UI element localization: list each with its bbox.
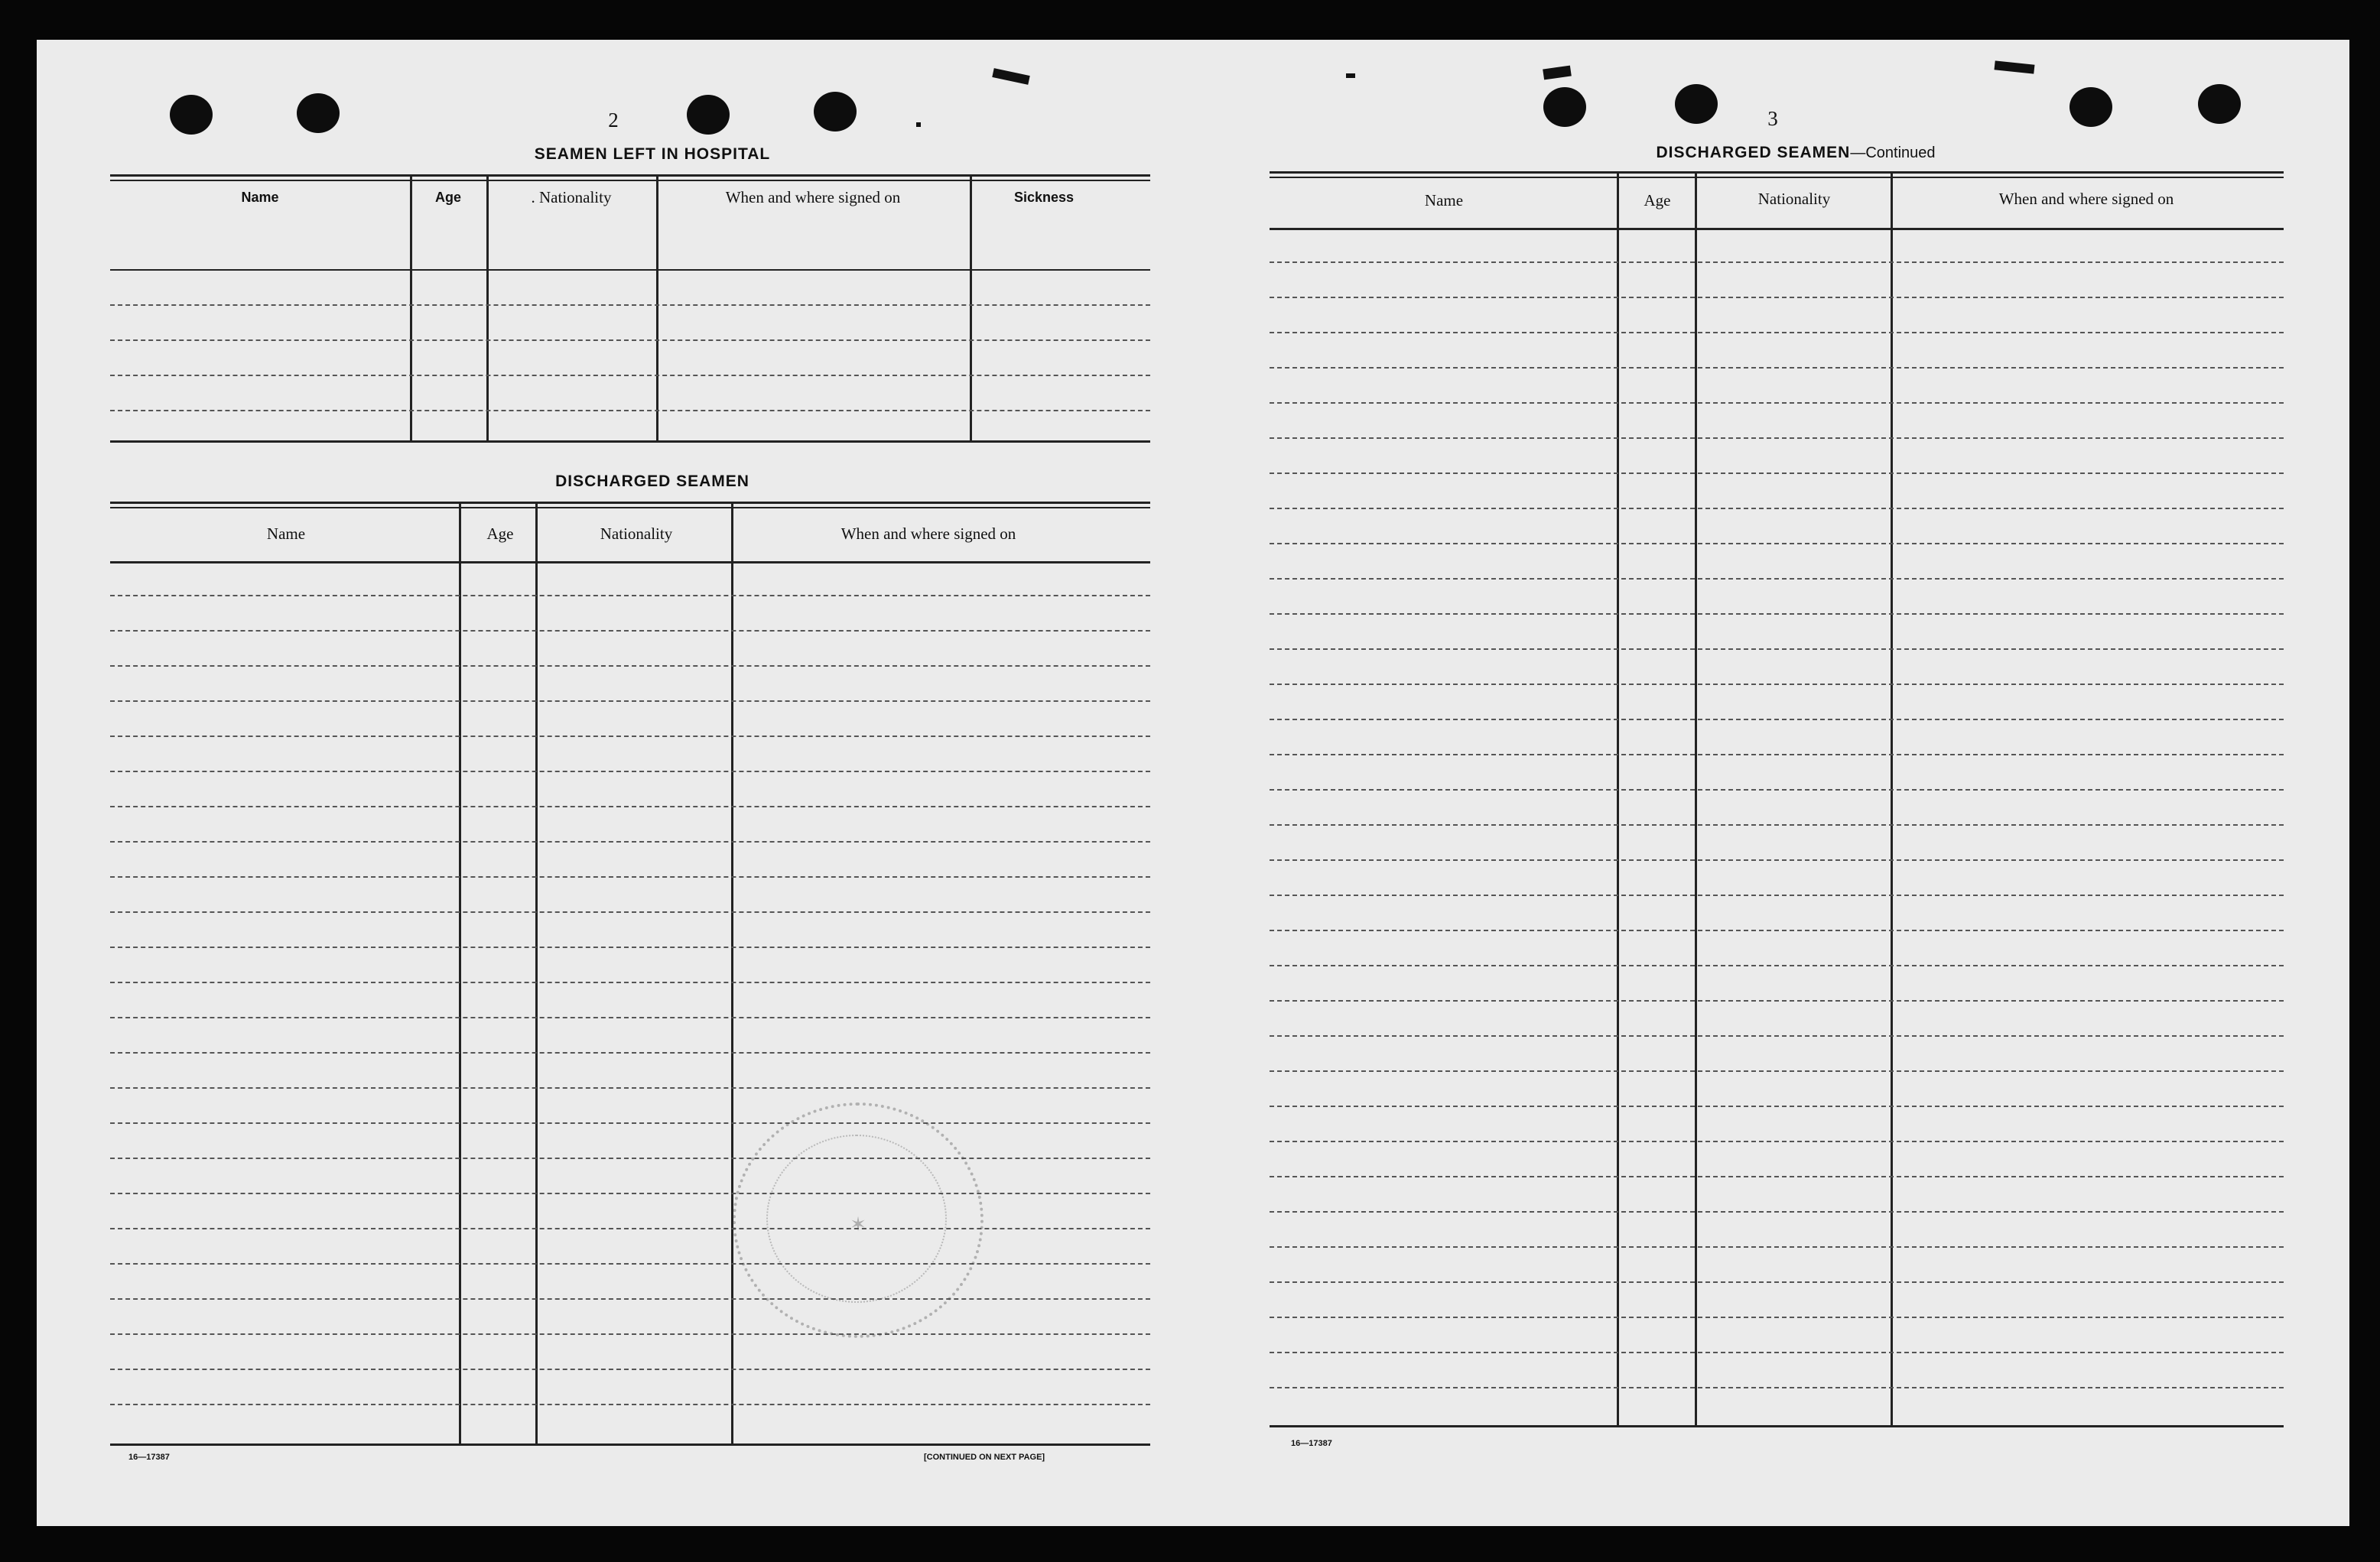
table-row (110, 339, 1150, 341)
column-header-age: Age (486, 524, 514, 543)
table-row (110, 375, 1150, 376)
table-row (110, 876, 1150, 878)
punch-hole (1675, 84, 1718, 124)
table-top-rule (110, 174, 1150, 177)
table-row (1270, 1387, 2284, 1388)
table-row (110, 1017, 1150, 1018)
table-row (110, 771, 1150, 772)
table-row (110, 665, 1150, 667)
table-row (1270, 613, 2284, 615)
discharged-table (110, 502, 1150, 1450)
table-bottom-rule (110, 440, 1150, 443)
column-header-signed-on: When and where signed on (725, 188, 901, 206)
table-row (1270, 965, 2284, 966)
table-row (110, 410, 1150, 411)
table-row (1270, 789, 2284, 791)
table-row (110, 947, 1150, 948)
table-row (110, 304, 1150, 306)
punch-hole (1543, 87, 1586, 127)
column-divider (459, 502, 461, 1443)
column-divider (1617, 171, 1619, 1425)
received-stamp (733, 1102, 984, 1338)
table-row (1270, 472, 2284, 474)
table-row (110, 1263, 1150, 1265)
table-row (1270, 719, 2284, 720)
paper-tear (1346, 73, 1355, 78)
table-row (110, 736, 1150, 737)
form-number-right: 16—17387 (1291, 1439, 1332, 1448)
punch-hole (2069, 87, 2112, 127)
table-row (1270, 1176, 2284, 1177)
table-row (1270, 824, 2284, 826)
table-row (110, 1158, 1150, 1159)
table-row (110, 595, 1150, 596)
discharged-continued-title (1528, 144, 2063, 162)
table-row (1270, 261, 2284, 263)
table-row (1270, 684, 2284, 685)
column-divider (410, 174, 412, 440)
column-header-signed-on: When and where signed on (840, 524, 1016, 543)
discharged-continued-table (1270, 171, 2284, 1471)
table-row (110, 1228, 1150, 1229)
column-divider (731, 502, 733, 1443)
column-header-age: Age (1644, 191, 1671, 209)
column-divider (970, 174, 972, 440)
continued-note: [CONTINUED ON NEXT PAGE] (924, 1453, 1045, 1462)
paper-tear (1543, 66, 1572, 80)
table-row (110, 1369, 1150, 1370)
table-bottom-rule (1270, 1425, 2284, 1427)
table-row (1270, 508, 2284, 509)
paper-tear (992, 68, 1029, 85)
punch-hole (170, 95, 213, 135)
table-row (1270, 1000, 2284, 1002)
discharged-section-title: DISCHARGED SEAMEN (555, 472, 749, 490)
table-row (1270, 367, 2284, 369)
table-row (110, 982, 1150, 983)
table-row (1270, 1281, 2284, 1283)
form-sheet (37, 40, 2349, 1526)
page-number-right: 3 (1767, 107, 1778, 130)
table-row (110, 1404, 1150, 1405)
column-divider (1695, 171, 1697, 1425)
paper-tear (916, 122, 921, 127)
punch-hole (814, 92, 857, 132)
table-row (1270, 1317, 2284, 1318)
column-header-name: Name (241, 190, 279, 205)
table-row (110, 806, 1150, 807)
stamp-mark: ✶ (850, 1213, 866, 1236)
column-header-name: Name (1424, 191, 1464, 209)
column-divider (486, 174, 489, 440)
table-row (1270, 297, 2284, 298)
punch-hole (2198, 84, 2241, 124)
column-header-nationality: Nationality (1757, 190, 1831, 208)
table-row (1270, 754, 2284, 755)
table-row (1270, 1141, 2284, 1142)
table-row (110, 1298, 1150, 1300)
table-row (110, 1122, 1150, 1124)
table-row (1270, 895, 2284, 896)
punch-hole (297, 93, 340, 133)
table-top-rule (110, 502, 1150, 504)
table-row (110, 911, 1150, 913)
form-number-left: 16—17387 (128, 1453, 170, 1462)
table-top-rule (110, 180, 1150, 181)
table-row (1270, 332, 2284, 333)
hospital-section-title: SEAMEN LEFT IN HOSPITAL (534, 145, 771, 163)
table-top-rule (1270, 177, 2284, 178)
hospital-table (110, 174, 1150, 358)
table-row (1270, 437, 2284, 439)
table-top-rule (1270, 171, 2284, 174)
column-header-age: Age (434, 190, 461, 205)
column-divider (1891, 171, 1893, 1425)
table-row (1270, 402, 2284, 404)
table-row (110, 700, 1150, 702)
paper-tear (1995, 60, 2035, 73)
table-row (110, 1052, 1150, 1054)
header-bottom-rule (110, 561, 1150, 563)
discharged-continued-suffix: —Continued (1850, 145, 1936, 161)
page-number-left: 2 (608, 109, 619, 132)
table-row (1270, 1352, 2284, 1353)
table-row (110, 1087, 1150, 1089)
header-bottom-rule (110, 269, 1150, 271)
column-divider (535, 502, 538, 1443)
column-header-name: Name (266, 524, 306, 543)
table-row (110, 630, 1150, 632)
table-row (1270, 859, 2284, 861)
table-row (1270, 1070, 2284, 1072)
header-bottom-rule (1270, 228, 2284, 230)
punch-hole (687, 95, 730, 135)
table-row (1270, 930, 2284, 931)
column-header-nationality: . Nationality (531, 188, 612, 206)
table-row (1270, 1246, 2284, 1248)
table-row (1270, 543, 2284, 544)
column-header-signed-on: When and where signed on (1998, 190, 2174, 208)
table-row (1270, 1035, 2284, 1037)
table-row (1270, 578, 2284, 580)
column-header-nationality: Nationality (600, 524, 673, 543)
table-bottom-rule (110, 1443, 1150, 1446)
table-row (1270, 1106, 2284, 1107)
discharged-continued-title-main: DISCHARGED SEAMEN (1656, 144, 1851, 161)
table-row (110, 1333, 1150, 1335)
table-row (110, 841, 1150, 843)
column-header-sickness: Sickness (1013, 190, 1075, 205)
table-row (1270, 648, 2284, 650)
table-row (110, 1193, 1150, 1194)
column-divider (656, 174, 658, 440)
table-top-rule (110, 507, 1150, 508)
table-row (1270, 1211, 2284, 1213)
